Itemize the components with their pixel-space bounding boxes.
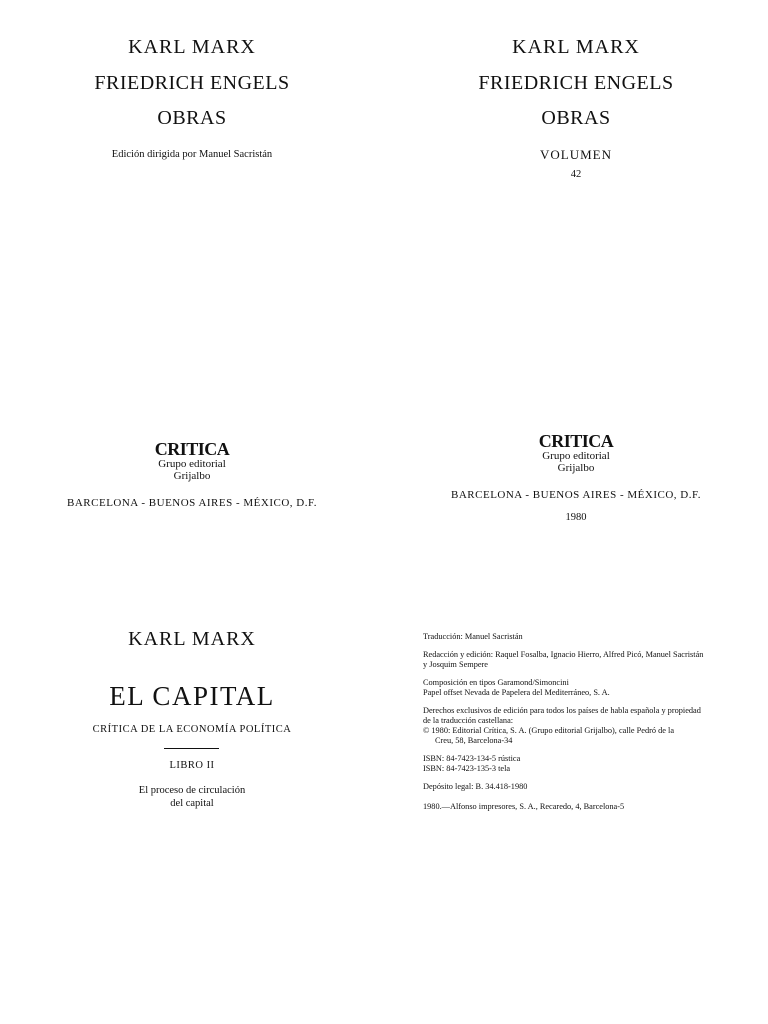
publisher-places: BARCELONA - BUENOS AIRES - MÉXICO, D.F. (67, 497, 317, 509)
series-title: OBRAS (157, 107, 227, 129)
credit-line: Redacción y edición: Raquel Fosalba, Ignacio Hierro, Alfred Picó, Manuel Sacristán (423, 650, 704, 659)
author-name-2: FRIEDRICH ENGELS (94, 72, 290, 94)
credit-line: Papel offset Nevada de Papelera del Mediterráneo, S. A. (423, 688, 610, 697)
page-series-title (384, 0, 768, 523)
edition-note: Edición dirigida por Manuel Sacristán (111, 149, 273, 160)
publisher-logo (384, 432, 768, 474)
logo-main-text: CRITICA (538, 431, 614, 451)
rights-notice (423, 706, 735, 746)
credit-line: y Josquim Sempere (423, 660, 488, 669)
author-name-2: FRIEDRICH ENGELS (478, 72, 674, 94)
legal-deposit (423, 782, 735, 792)
isbn-line: ISBN: 84-7423-135-3 tela (423, 764, 511, 773)
logo-subline-2: Grijalbo (173, 470, 211, 482)
credit-line: Composición en tipos Garamond/Simoncini (423, 678, 569, 687)
logo-subline-2: Grijalbo (557, 462, 595, 474)
printer-credit (423, 802, 735, 812)
credit-line: Traducción: Manuel Sacristán (423, 632, 523, 641)
author-name: KARL MARX (512, 36, 640, 58)
translation-credit (423, 632, 735, 642)
isbn-line: ISBN: 84-7423-134-5 rústica (423, 754, 521, 763)
redaction-credit (423, 650, 735, 670)
author-name: KARL MARX (128, 36, 256, 58)
credit-line: 1980.—Alfonso impresores, S. A., Recaredo, 4, Barcelona-5 (423, 802, 625, 811)
logo-subline: Grupo editorial (158, 458, 226, 470)
credit-line: Creu, 58, Barcelona-34 (435, 736, 513, 745)
description-line: El proceso de circulación (138, 785, 246, 796)
page-title (0, 512, 384, 1024)
credit-line: Depósito legal: B. 34.418-1980 (423, 782, 528, 791)
volume-number: 42 (570, 169, 582, 180)
logo-subline: Grupo editorial (542, 450, 610, 462)
description-line-2: del capital (170, 798, 214, 809)
book-volume: LIBRO II (169, 760, 215, 771)
publisher-places: BARCELONA - BUENOS AIRES - MÉXICO, D.F. (451, 489, 701, 501)
series-title: OBRAS (541, 107, 611, 129)
book-description (0, 784, 384, 810)
copyright-line: © 1980: Editorial Crítica, S. A. (Grupo editorial Grijalbo), calle Pedró de la (423, 726, 675, 735)
title-rule (164, 748, 219, 749)
composition-credit (423, 678, 735, 698)
publisher-logo (0, 440, 384, 482)
publication-year: 1980 (565, 512, 587, 523)
book-subtitle: CRÍTICA DE LA ECONOMÍA POLÍTICA (92, 724, 292, 735)
author-name: KARL MARX (128, 628, 256, 650)
page-credits (384, 512, 768, 1024)
page-half-title (0, 0, 384, 512)
credit-line: Derechos exclusivos de edición para todos los países de habla española y propiedad (423, 706, 701, 715)
logo-main-text: CRITICA (154, 439, 230, 459)
credit-line: de la traducción castellana: (423, 716, 514, 725)
isbn-block (423, 754, 735, 774)
book-title: EL CAPITAL (109, 681, 275, 711)
volume-label: VOLUMEN (540, 147, 612, 162)
